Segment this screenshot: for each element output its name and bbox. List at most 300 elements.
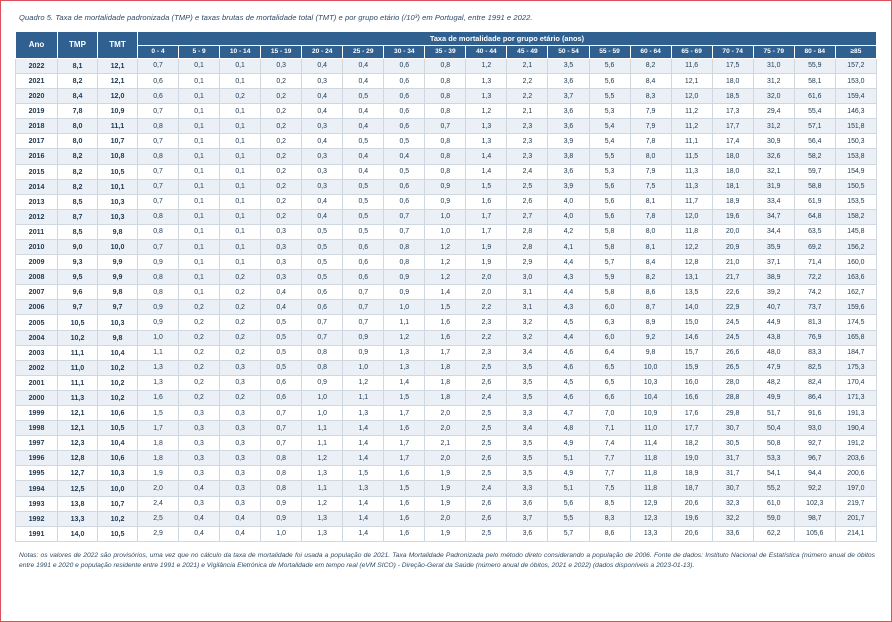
table-row <box>16 239 877 254</box>
cell-age-rate: 22,9 <box>712 300 753 315</box>
cell-age-rate: 1,5 <box>384 390 425 405</box>
table-row <box>16 315 877 330</box>
cell-age-rate: 11,4 <box>630 436 671 451</box>
cell-age-rate: 1,5 <box>466 179 507 194</box>
header-age-group: 10 - 14 <box>220 45 261 58</box>
cell-ano: 1995 <box>16 466 58 481</box>
cell-age-rate: 8,2 <box>630 270 671 285</box>
cell-age-rate: 1,4 <box>343 496 384 511</box>
table-row <box>16 134 877 149</box>
cell-age-rate: 47,9 <box>753 360 794 375</box>
cell-age-rate: 7,9 <box>630 164 671 179</box>
cell-age-rate: 2,1 <box>425 436 466 451</box>
cell-age-rate: 0,7 <box>138 58 179 73</box>
cell-age-rate: 94,4 <box>794 466 835 481</box>
cell-tmt: 10,0 <box>98 239 138 254</box>
cell-age-rate: 0,7 <box>343 285 384 300</box>
cell-tmp: 12,7 <box>58 466 98 481</box>
cell-age-rate: 1,7 <box>384 451 425 466</box>
cell-age-rate: 1,2 <box>425 270 466 285</box>
cell-age-rate: 0,7 <box>138 194 179 209</box>
cell-age-rate: 8,1 <box>630 194 671 209</box>
cell-age-rate: 48,2 <box>753 375 794 390</box>
cell-age-rate: 156,2 <box>835 239 876 254</box>
cell-age-rate: 1,1 <box>138 345 179 360</box>
cell-age-rate: 3,6 <box>548 73 589 88</box>
cell-tmp: 12,1 <box>58 406 98 421</box>
cell-age-rate: 1,9 <box>425 466 466 481</box>
cell-age-rate: 35,9 <box>753 239 794 254</box>
cell-age-rate: 59,0 <box>753 511 794 526</box>
cell-age-rate: 2,0 <box>138 481 179 496</box>
cell-age-rate: 1,4 <box>466 149 507 164</box>
cell-age-rate: 3,0 <box>507 270 548 285</box>
cell-age-rate: 5,3 <box>589 164 630 179</box>
cell-age-rate: 0,3 <box>261 255 302 270</box>
cell-tmp: 11,1 <box>58 375 98 390</box>
cell-age-rate: 64,8 <box>794 209 835 224</box>
cell-age-rate: 0,1 <box>179 194 220 209</box>
cell-age-rate: 2,5 <box>466 466 507 481</box>
cell-age-rate: 18,5 <box>712 89 753 104</box>
cell-age-rate: 0,3 <box>220 481 261 496</box>
cell-age-rate: 5,6 <box>548 496 589 511</box>
cell-tmp: 8,5 <box>58 194 98 209</box>
cell-age-rate: 0,1 <box>179 149 220 164</box>
table-row <box>16 436 877 451</box>
cell-age-rate: 11,2 <box>671 104 712 119</box>
cell-age-rate: 145,8 <box>835 224 876 239</box>
cell-age-rate: 8,4 <box>630 255 671 270</box>
cell-age-rate: 3,3 <box>507 481 548 496</box>
cell-age-rate: 62,2 <box>753 526 794 541</box>
cell-age-rate: 0,8 <box>138 224 179 239</box>
cell-age-rate: 0,7 <box>138 164 179 179</box>
cell-age-rate: 5,8 <box>589 224 630 239</box>
cell-age-rate: 12,3 <box>630 511 671 526</box>
cell-age-rate: 12,9 <box>630 496 671 511</box>
cell-age-rate: 4,0 <box>548 209 589 224</box>
cell-age-rate: 5,3 <box>589 104 630 119</box>
cell-age-rate: 0,1 <box>220 119 261 134</box>
header-age-group: 25 - 29 <box>343 45 384 58</box>
cell-age-rate: 0,1 <box>179 73 220 88</box>
cell-tmt: 10,6 <box>98 406 138 421</box>
cell-age-rate: 150,3 <box>835 134 876 149</box>
cell-age-rate: 2,6 <box>466 511 507 526</box>
cell-age-rate: 3,8 <box>548 149 589 164</box>
cell-tmp: 10,5 <box>58 315 98 330</box>
cell-age-rate: 3,7 <box>507 511 548 526</box>
cell-age-rate: 15,9 <box>671 360 712 375</box>
cell-age-rate: 3,5 <box>507 375 548 390</box>
cell-age-rate: 0,9 <box>138 300 179 315</box>
cell-age-rate: 17,3 <box>712 104 753 119</box>
cell-tmt: 9,8 <box>98 285 138 300</box>
cell-age-rate: 2,3 <box>507 134 548 149</box>
cell-age-rate: 1,2 <box>302 496 343 511</box>
cell-ano: 2015 <box>16 164 58 179</box>
cell-age-rate: 1,4 <box>343 451 384 466</box>
cell-age-rate: 0,4 <box>343 149 384 164</box>
cell-tmp: 8,4 <box>58 89 98 104</box>
cell-age-rate: 2,3 <box>507 149 548 164</box>
cell-age-rate: 2,5 <box>466 406 507 421</box>
header-age-group: 5 - 9 <box>179 45 220 58</box>
cell-age-rate: 0,2 <box>261 104 302 119</box>
cell-age-rate: 2,4 <box>466 481 507 496</box>
cell-age-rate: 0,2 <box>261 89 302 104</box>
cell-age-rate: 0,1 <box>179 255 220 270</box>
cell-age-rate: 18,0 <box>712 149 753 164</box>
cell-age-rate: 1,5 <box>384 481 425 496</box>
cell-ano: 1997 <box>16 436 58 451</box>
cell-age-rate: 8,2 <box>630 58 671 73</box>
cell-age-rate: 1,7 <box>138 421 179 436</box>
cell-tmp: 11,0 <box>58 360 98 375</box>
cell-age-rate: 3,6 <box>507 496 548 511</box>
cell-age-rate: 3,5 <box>507 360 548 375</box>
cell-age-rate: 1,8 <box>425 375 466 390</box>
cell-age-rate: 31,2 <box>753 119 794 134</box>
cell-age-rate: 1,4 <box>343 511 384 526</box>
cell-ano: 2004 <box>16 330 58 345</box>
cell-age-rate: 0,3 <box>261 224 302 239</box>
cell-age-rate: 0,2 <box>220 390 261 405</box>
cell-age-rate: 17,7 <box>671 421 712 436</box>
cell-ano: 2009 <box>16 255 58 270</box>
cell-age-rate: 31,7 <box>712 466 753 481</box>
cell-age-rate: 2,5 <box>466 436 507 451</box>
cell-age-rate: 50,4 <box>753 421 794 436</box>
cell-age-rate: 2,2 <box>507 89 548 104</box>
cell-age-rate: 9,8 <box>630 345 671 360</box>
cell-age-rate: 3,6 <box>548 119 589 134</box>
cell-age-rate: 0,2 <box>261 134 302 149</box>
cell-age-rate: 0,2 <box>261 119 302 134</box>
cell-ano: 2016 <box>16 149 58 164</box>
header-age-group: 15 - 19 <box>261 45 302 58</box>
cell-age-rate: 37,1 <box>753 255 794 270</box>
cell-ano: 2020 <box>16 89 58 104</box>
cell-age-rate: 4,6 <box>548 390 589 405</box>
cell-age-rate: 5,6 <box>589 73 630 88</box>
cell-age-rate: 0,3 <box>220 496 261 511</box>
header-age-group: 70 - 74 <box>712 45 753 58</box>
cell-age-rate: 0,3 <box>302 119 343 134</box>
cell-age-rate: 1,6 <box>138 390 179 405</box>
cell-age-rate: 0,5 <box>384 164 425 179</box>
cell-age-rate: 1,3 <box>466 89 507 104</box>
table-row <box>16 406 877 421</box>
cell-age-rate: 11,8 <box>630 451 671 466</box>
cell-age-rate: 0,2 <box>220 300 261 315</box>
table-row <box>16 209 877 224</box>
cell-tmp: 9,7 <box>58 300 98 315</box>
cell-age-rate: 7,1 <box>589 421 630 436</box>
cell-age-rate: 158,2 <box>835 209 876 224</box>
table-row <box>16 375 877 390</box>
cell-age-rate: 0,1 <box>179 224 220 239</box>
cell-ano: 2013 <box>16 194 58 209</box>
cell-age-rate: 55,9 <box>794 58 835 73</box>
cell-age-rate: 0,5 <box>261 330 302 345</box>
cell-age-rate: 2,0 <box>466 270 507 285</box>
cell-age-rate: 5,8 <box>589 239 630 254</box>
cell-age-rate: 0,4 <box>302 58 343 73</box>
cell-age-rate: 0,2 <box>220 330 261 345</box>
cell-age-rate: 31,0 <box>753 58 794 73</box>
cell-age-rate: 0,3 <box>302 179 343 194</box>
cell-age-rate: 0,2 <box>179 345 220 360</box>
cell-age-rate: 1,0 <box>302 390 343 405</box>
cell-age-rate: 151,8 <box>835 119 876 134</box>
cell-age-rate: 39,2 <box>753 285 794 300</box>
cell-age-rate: 0,2 <box>220 285 261 300</box>
cell-age-rate: 190,4 <box>835 421 876 436</box>
cell-tmp: 13,8 <box>58 496 98 511</box>
table-row <box>16 481 877 496</box>
cell-age-rate: 1,2 <box>302 451 343 466</box>
cell-age-rate: 12,1 <box>671 73 712 88</box>
cell-tmt: 10,7 <box>98 134 138 149</box>
cell-age-rate: 2,6 <box>466 451 507 466</box>
cell-age-rate: 2,4 <box>138 496 179 511</box>
cell-age-rate: 1,4 <box>343 421 384 436</box>
cell-age-rate: 0,6 <box>384 194 425 209</box>
cell-age-rate: 11,8 <box>630 466 671 481</box>
cell-age-rate: 4,4 <box>548 255 589 270</box>
cell-age-rate: 175,3 <box>835 360 876 375</box>
cell-age-rate: 32,6 <box>753 149 794 164</box>
cell-age-rate: 1,3 <box>302 526 343 541</box>
cell-age-rate: 34,4 <box>753 224 794 239</box>
cell-age-rate: 1,4 <box>343 436 384 451</box>
table-head <box>16 31 877 58</box>
cell-age-rate: 6,6 <box>589 390 630 405</box>
cell-age-rate: 191,3 <box>835 406 876 421</box>
cell-age-rate: 214,1 <box>835 526 876 541</box>
cell-age-rate: 197,0 <box>835 481 876 496</box>
cell-age-rate: 0,3 <box>179 436 220 451</box>
cell-ano: 2002 <box>16 360 58 375</box>
table-row <box>16 285 877 300</box>
cell-age-rate: 0,1 <box>179 285 220 300</box>
cell-age-rate: 1,9 <box>425 481 466 496</box>
cell-age-rate: 1,9 <box>466 255 507 270</box>
cell-age-rate: 0,7 <box>261 421 302 436</box>
cell-age-rate: 0,7 <box>425 119 466 134</box>
cell-age-rate: 74,2 <box>794 285 835 300</box>
cell-age-rate: 1,3 <box>466 119 507 134</box>
cell-age-rate: 0,3 <box>179 451 220 466</box>
cell-age-rate: 4,6 <box>548 360 589 375</box>
cell-age-rate: 6,4 <box>589 345 630 360</box>
cell-age-rate: 5,9 <box>589 270 630 285</box>
cell-age-rate: 3,5 <box>507 451 548 466</box>
table-body <box>16 58 877 541</box>
cell-age-rate: 7,9 <box>630 104 671 119</box>
cell-age-rate: 1,6 <box>384 421 425 436</box>
cell-age-rate: 3,3 <box>507 406 548 421</box>
cell-age-rate: 31,7 <box>712 451 753 466</box>
cell-age-rate: 3,5 <box>548 58 589 73</box>
header-age-group: ≥85 <box>835 45 876 58</box>
cell-age-rate: 0,7 <box>261 436 302 451</box>
cell-age-rate: 38,9 <box>753 270 794 285</box>
cell-age-rate: 96,7 <box>794 451 835 466</box>
cell-age-rate: 0,5 <box>343 209 384 224</box>
cell-age-rate: 0,7 <box>302 315 343 330</box>
cell-age-rate: 0,3 <box>261 270 302 285</box>
cell-age-rate: 5,5 <box>589 149 630 164</box>
cell-age-rate: 1,8 <box>138 451 179 466</box>
cell-tmt: 10,3 <box>98 209 138 224</box>
cell-age-rate: 0,8 <box>138 285 179 300</box>
cell-ano: 2008 <box>16 270 58 285</box>
cell-tmt: 9,9 <box>98 270 138 285</box>
cell-age-rate: 2,0 <box>425 421 466 436</box>
table-row <box>16 104 877 119</box>
cell-age-rate: 3,2 <box>507 315 548 330</box>
cell-age-rate: 1,1 <box>302 421 343 436</box>
cell-age-rate: 0,1 <box>179 119 220 134</box>
cell-age-rate: 1,0 <box>302 406 343 421</box>
cell-age-rate: 1,0 <box>138 330 179 345</box>
cell-age-rate: 8,7 <box>630 300 671 315</box>
cell-age-rate: 18,9 <box>712 194 753 209</box>
cell-age-rate: 0,3 <box>220 466 261 481</box>
cell-age-rate: 31,2 <box>753 73 794 88</box>
cell-age-rate: 2,2 <box>466 330 507 345</box>
cell-age-rate: 184,7 <box>835 345 876 360</box>
cell-age-rate: 0,3 <box>302 149 343 164</box>
table-row <box>16 194 877 209</box>
cell-age-rate: 163,6 <box>835 270 876 285</box>
cell-age-rate: 19,6 <box>712 209 753 224</box>
table-row <box>16 149 877 164</box>
cell-tmp: 8,5 <box>58 224 98 239</box>
cell-age-rate: 0,4 <box>179 511 220 526</box>
cell-age-rate: 12,8 <box>671 255 712 270</box>
cell-age-rate: 1,3 <box>384 360 425 375</box>
table-row <box>16 58 877 73</box>
cell-age-rate: 30,5 <box>712 436 753 451</box>
cell-age-rate: 15,7 <box>671 345 712 360</box>
cell-tmp: 8,2 <box>58 179 98 194</box>
cell-age-rate: 43,8 <box>753 330 794 345</box>
cell-age-rate: 4,4 <box>548 330 589 345</box>
cell-age-rate: 7,0 <box>589 406 630 421</box>
cell-age-rate: 0,1 <box>220 209 261 224</box>
cell-age-rate: 2,5 <box>466 360 507 375</box>
cell-age-rate: 1,6 <box>425 315 466 330</box>
cell-age-rate: 3,6 <box>548 104 589 119</box>
cell-age-rate: 92,2 <box>794 481 835 496</box>
cell-age-rate: 32,2 <box>712 511 753 526</box>
cell-age-rate: 13,5 <box>671 285 712 300</box>
cell-age-rate: 3,6 <box>548 164 589 179</box>
cell-ano: 2006 <box>16 300 58 315</box>
cell-age-rate: 4,1 <box>548 239 589 254</box>
cell-age-rate: 18,7 <box>671 481 712 496</box>
cell-age-rate: 160,0 <box>835 255 876 270</box>
cell-age-rate: 3,4 <box>507 421 548 436</box>
cell-age-rate: 1,0 <box>261 526 302 541</box>
cell-tmp: 12,5 <box>58 481 98 496</box>
cell-age-rate: 11,2 <box>671 119 712 134</box>
cell-age-rate: 10,4 <box>630 390 671 405</box>
cell-age-rate: 0,2 <box>179 375 220 390</box>
cell-tmp: 8,2 <box>58 149 98 164</box>
cell-tmp: 12,8 <box>58 451 98 466</box>
cell-age-rate: 82,5 <box>794 360 835 375</box>
cell-age-rate: 0,1 <box>179 270 220 285</box>
cell-tmp: 11,3 <box>58 390 98 405</box>
cell-age-rate: 81,3 <box>794 315 835 330</box>
cell-age-rate: 50,8 <box>753 436 794 451</box>
cell-age-rate: 53,3 <box>753 451 794 466</box>
cell-age-rate: 203,6 <box>835 451 876 466</box>
cell-age-rate: 0,5 <box>261 360 302 375</box>
cell-age-rate: 63,5 <box>794 224 835 239</box>
cell-age-rate: 11,3 <box>671 164 712 179</box>
cell-age-rate: 1,9 <box>425 496 466 511</box>
cell-tmt: 10,2 <box>98 375 138 390</box>
cell-age-rate: 20,6 <box>671 496 712 511</box>
cell-age-rate: 1,4 <box>425 285 466 300</box>
cell-age-rate: 1,6 <box>384 496 425 511</box>
cell-age-rate: 3,5 <box>507 466 548 481</box>
cell-age-rate: 157,2 <box>835 58 876 73</box>
cell-age-rate: 2,9 <box>507 255 548 270</box>
cell-age-rate: 33,6 <box>712 526 753 541</box>
cell-age-rate: 0,7 <box>138 134 179 149</box>
cell-age-rate: 0,2 <box>220 89 261 104</box>
cell-age-rate: 159,6 <box>835 300 876 315</box>
cell-age-rate: 2,6 <box>466 496 507 511</box>
cell-age-rate: 4,7 <box>548 406 589 421</box>
cell-age-rate: 0,2 <box>261 164 302 179</box>
cell-age-rate: 2,0 <box>425 511 466 526</box>
cell-age-rate: 0,2 <box>220 270 261 285</box>
header-age-group: 75 - 79 <box>753 45 794 58</box>
cell-age-rate: 153,8 <box>835 149 876 164</box>
cell-ano: 2021 <box>16 73 58 88</box>
header-age-group: 55 - 59 <box>589 45 630 58</box>
cell-age-rate: 18,0 <box>712 164 753 179</box>
cell-age-rate: 30,9 <box>753 134 794 149</box>
cell-age-rate: 0,7 <box>261 406 302 421</box>
cell-age-rate: 13,3 <box>630 526 671 541</box>
cell-age-rate: 26,6 <box>712 345 753 360</box>
cell-age-rate: 0,4 <box>220 526 261 541</box>
cell-age-rate: 3,9 <box>548 179 589 194</box>
cell-age-rate: 32,3 <box>712 496 753 511</box>
cell-tmt: 10,2 <box>98 360 138 375</box>
header-tmp: TMP <box>58 31 98 58</box>
cell-age-rate: 0,1 <box>179 164 220 179</box>
cell-age-rate: 171,3 <box>835 390 876 405</box>
cell-age-rate: 0,2 <box>261 179 302 194</box>
cell-tmt: 10,0 <box>98 481 138 496</box>
cell-age-rate: 11,7 <box>671 194 712 209</box>
cell-age-rate: 18,0 <box>712 73 753 88</box>
cell-age-rate: 200,6 <box>835 466 876 481</box>
cell-age-rate: 76,9 <box>794 330 835 345</box>
cell-age-rate: 0,1 <box>179 239 220 254</box>
cell-age-rate: 7,5 <box>630 179 671 194</box>
